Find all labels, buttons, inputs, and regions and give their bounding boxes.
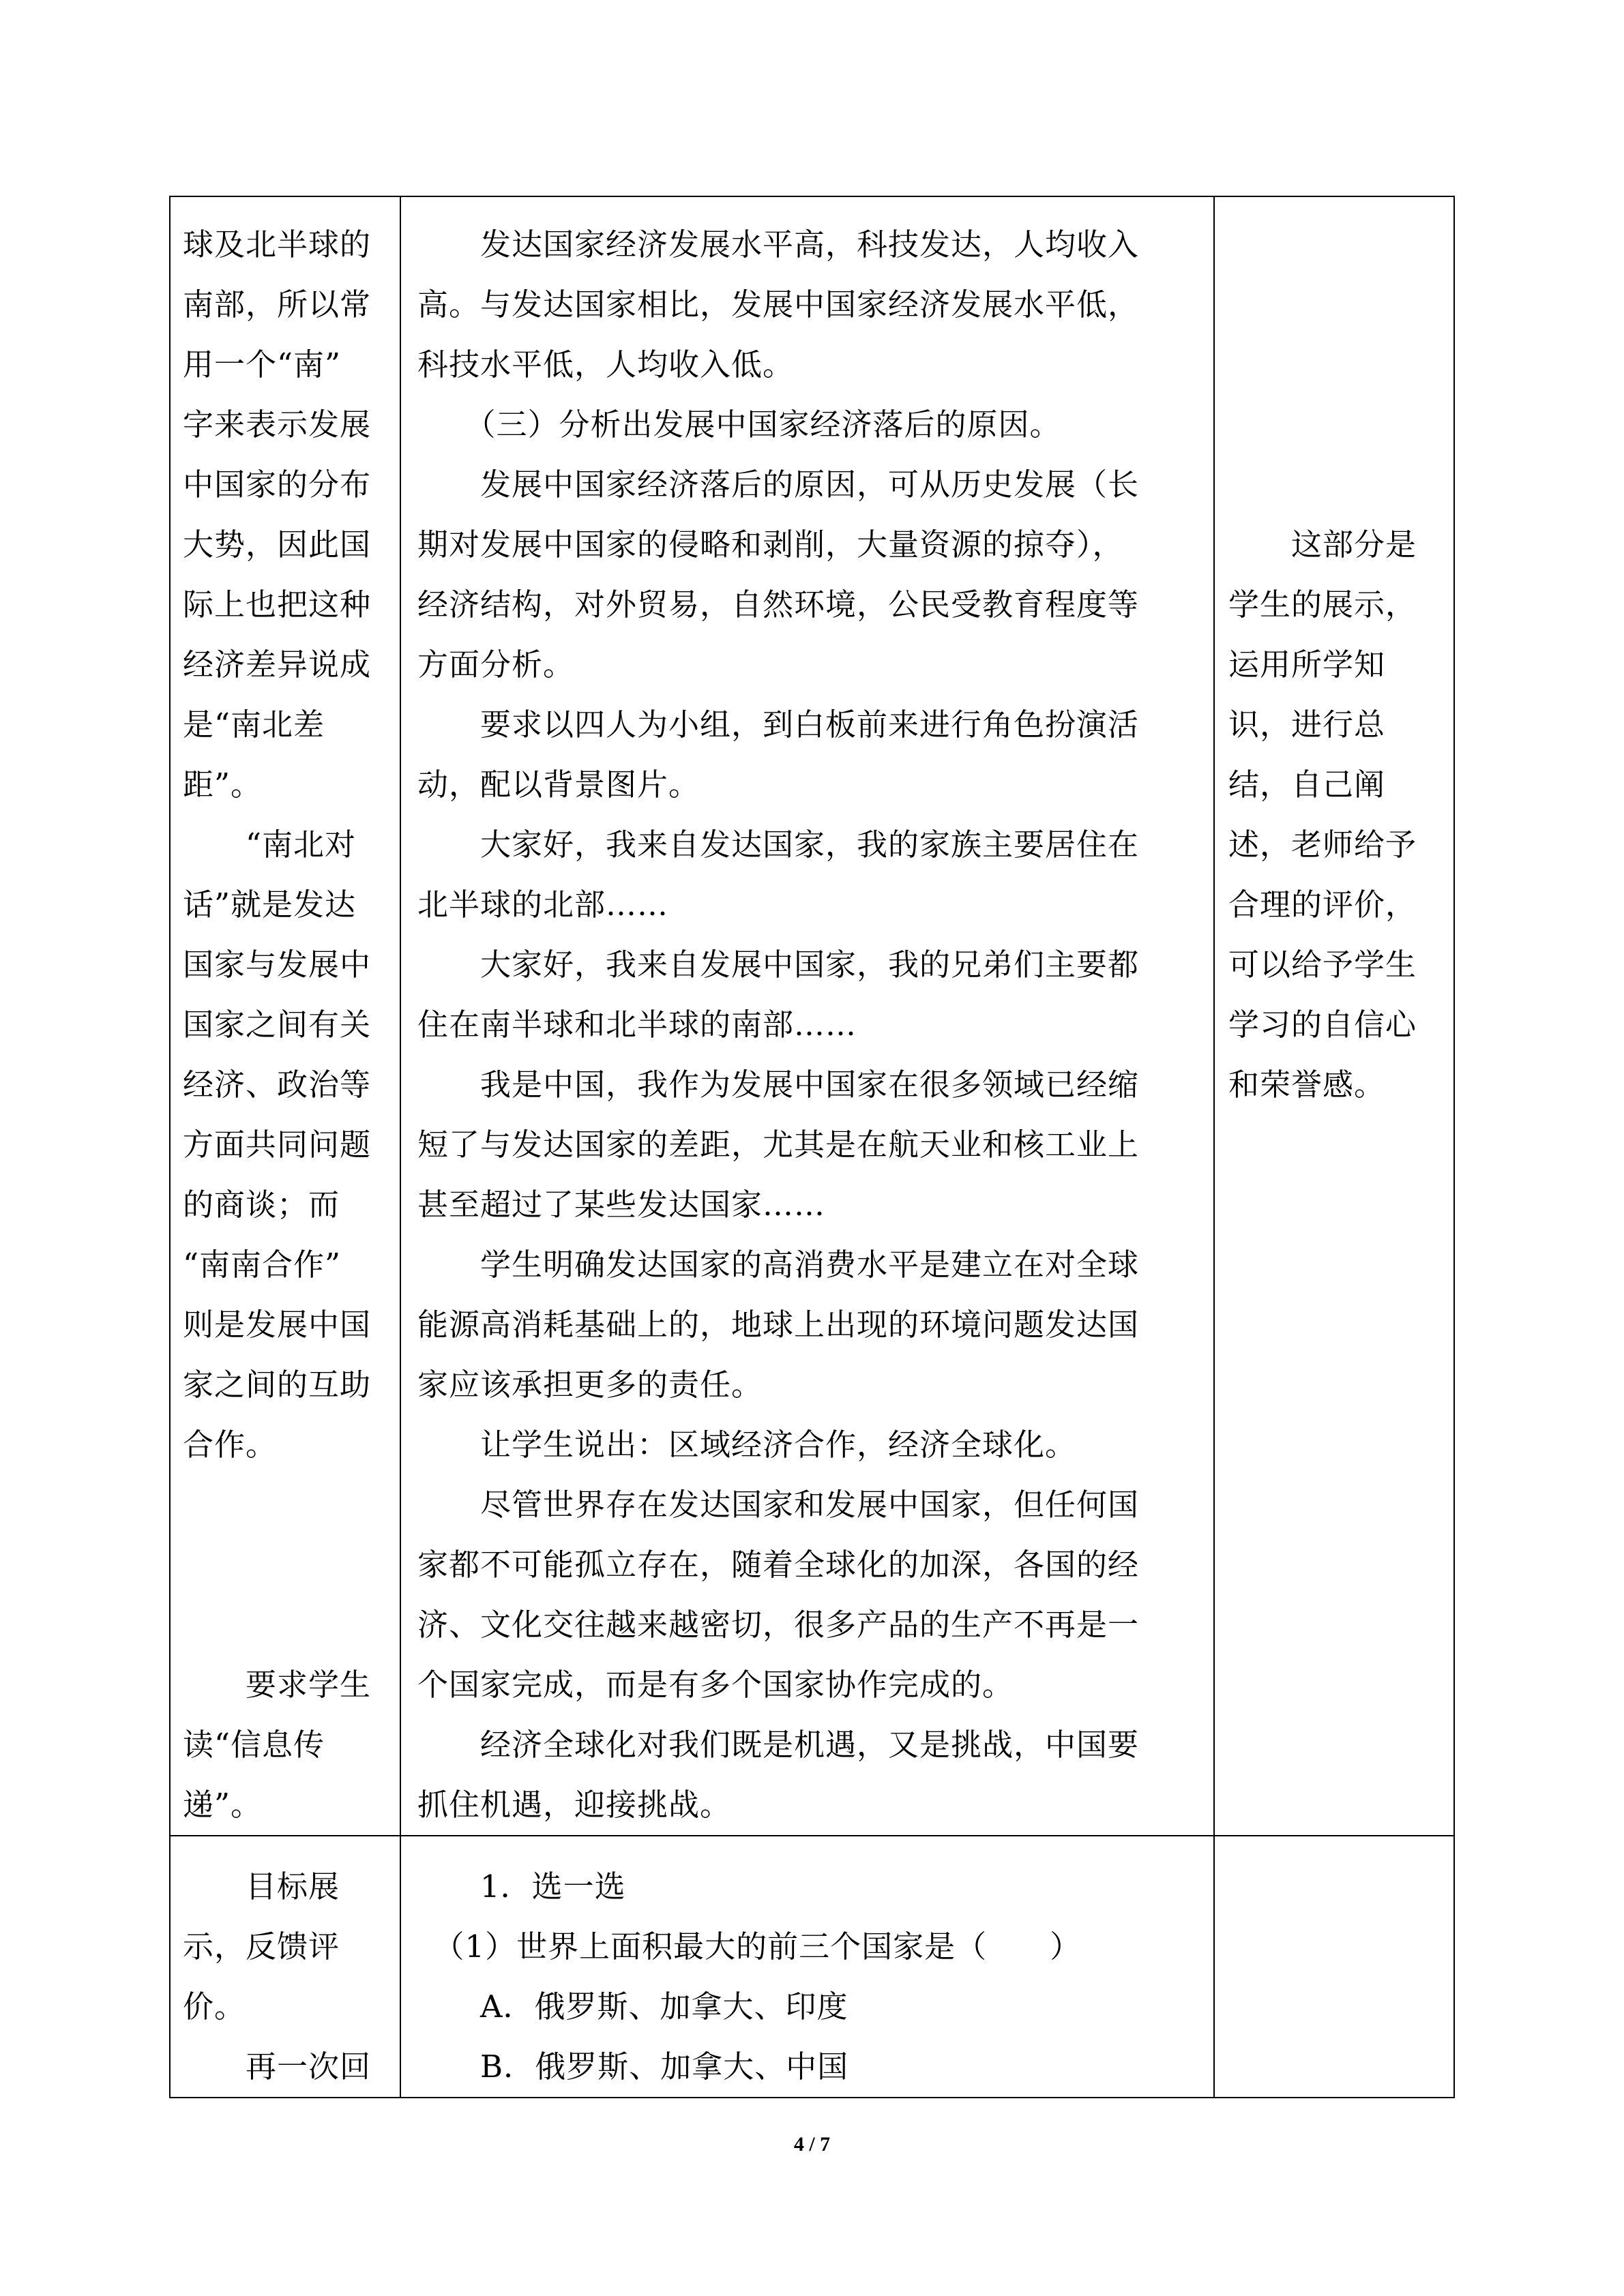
- text-line: 读“信息传: [183, 1727, 325, 1763]
- text-line: 可以给予学生: [1228, 946, 1417, 983]
- text-line: 方面分析。: [417, 646, 575, 683]
- text-line: （1）世界上面积最大的前三个国家是（ ）: [417, 1928, 1082, 1965]
- text-line: 这部分是: [1228, 526, 1417, 563]
- table-row: [170, 196, 1454, 1836]
- teacher-notes-text: [171, 197, 400, 1835]
- text-line: 述，老师给予: [1228, 826, 1417, 863]
- text-line: 国家之间有关: [183, 1007, 372, 1043]
- text-line: 甚至超过了某些发达国家……: [417, 1187, 826, 1223]
- text-line: 能源高消耗基础上的，地球上出现的环境问题发达国: [417, 1307, 1140, 1343]
- text-line: 经济差异说成: [183, 646, 372, 683]
- exercise-text: [401, 1836, 1213, 2097]
- text-line: 经济全球化对我们既是机遇，又是挑战，中国要: [417, 1727, 1140, 1763]
- text-line: 大家好，我来自发达国家，我的家族主要居住在: [417, 826, 1140, 863]
- text-line: 发达国家经济发展水平高，科技发达，人均收入: [417, 226, 1140, 263]
- text-line: 中国家的分布: [183, 466, 372, 503]
- text-line: 字来表示发展: [183, 406, 372, 443]
- text-line: 合作。: [183, 1427, 278, 1463]
- text-line: 经济结构，对外贸易，自然环境，公民受教育程度等: [417, 586, 1140, 623]
- lesson-content-cell: [400, 196, 1214, 1836]
- text-line: 结，自己阐: [1228, 766, 1386, 803]
- text-line: 家都不可能孤立存在，随着全球化的加深，各国的经: [417, 1547, 1140, 1583]
- teacher-notes-cell: [170, 1836, 400, 2098]
- text-line: 是“南北差: [183, 706, 325, 743]
- teacher-notes-cell: [170, 196, 400, 1836]
- text-line: 方面共同问题: [183, 1127, 372, 1163]
- text-line: 识，进行总: [1228, 706, 1386, 743]
- text-line: 的商谈；而: [183, 1187, 340, 1223]
- text-line: 际上也把这种: [183, 586, 372, 623]
- lesson-plan-table: [169, 196, 1455, 2098]
- table-row: [170, 1836, 1454, 2098]
- text-line: 话”就是发达: [183, 886, 357, 923]
- text-line: 家应该承担更多的责任。: [417, 1367, 763, 1403]
- text-line: 运用所学知: [1228, 646, 1386, 683]
- text-line: 尽管世界存在发达国家和发展中国家，但任何国: [417, 1487, 1140, 1523]
- text-line: 球及北半球的: [183, 226, 372, 263]
- spacer: [183, 1475, 400, 1655]
- text-line: 南部，所以常: [183, 286, 372, 323]
- text-line: 用一个“南”: [183, 346, 342, 383]
- text-line: 距”。: [183, 766, 263, 803]
- text-line: 国家与发展中: [183, 946, 372, 983]
- text-line: 则是发展中国: [183, 1307, 372, 1343]
- text-line: A．俄罗斯、加拿大、印度: [417, 1988, 848, 2025]
- text-line: 经济、政治等: [183, 1067, 372, 1103]
- text-line: 北半球的北部……: [417, 886, 669, 923]
- text-line: 价。: [183, 1988, 246, 2025]
- text-line: “南南合作”: [183, 1247, 342, 1283]
- text-line: 高。与发达国家相比，发展中国家经济发展水平低，: [417, 286, 1140, 323]
- page-number: 4 / 7: [793, 2133, 831, 2156]
- text-line: 学生的展示，: [1228, 586, 1417, 623]
- text-line: 要求以四人为小组，到白板前来进行角色扮演活: [417, 706, 1140, 743]
- text-line: 科技水平低，人均收入低。: [417, 346, 795, 383]
- lesson-content-text: [401, 197, 1213, 1835]
- text-line: 1．选一选: [417, 1868, 626, 1905]
- text-line: 抓住机遇，迎接挑战。: [417, 1787, 732, 1823]
- design-intent-cell: [1214, 196, 1454, 1836]
- text-line: 发展中国家经济落后的原因，可从历史发展（长: [417, 466, 1140, 503]
- text-line: 学生明确发达国家的高消费水平是建立在对全球: [417, 1247, 1140, 1283]
- text-line: 示，反馈评: [183, 1928, 340, 1965]
- text-line: 大势，因此国: [183, 526, 372, 563]
- exercise-cell: [400, 1836, 1214, 2098]
- text-line: 家之间的互助: [183, 1367, 372, 1403]
- text-line: 再一次回: [183, 2048, 372, 2085]
- text-line: 递”。: [183, 1787, 263, 1823]
- text-line: 合理的评价，: [1228, 886, 1417, 923]
- text-line: 要求学生: [183, 1667, 372, 1703]
- empty-cell: [1214, 1836, 1454, 2098]
- text-line: 济、文化交往越来越密切，很多产品的生产不再是一: [417, 1607, 1140, 1643]
- text-line: B．俄罗斯、加拿大、中国: [417, 2048, 849, 2085]
- text-line: 短了与发达国家的差距，尤其是在航天业和核工业上: [417, 1127, 1140, 1163]
- text-line: 让学生说出：区域经济合作，经济全球化。: [417, 1427, 1077, 1463]
- text-line: （三）分析出发展中国家经济落后的原因。: [417, 406, 1061, 443]
- teacher-notes-text: [171, 1836, 400, 2097]
- text-line: 我是中国，我作为发展中国家在很多领域已经缩: [417, 1067, 1140, 1103]
- text-line: 住在南半球和北半球的南部……: [417, 1007, 857, 1043]
- text-line: 和荣誉感。: [1228, 1067, 1386, 1103]
- text-line: 期对发展中国家的侵略和剥削，大量资源的掠夺），: [417, 526, 1124, 563]
- text-line: 学习的自信心: [1228, 1007, 1417, 1043]
- text-line: 动，配以背景图片。: [417, 766, 700, 803]
- text-line: “南北对: [183, 826, 357, 863]
- text-line: 目标展: [183, 1868, 340, 1905]
- design-intent-text: [1215, 197, 1453, 1115]
- text-line: 个国家完成，而是有多个国家协作完成的。: [417, 1667, 1014, 1703]
- text-line: 大家好，我来自发展中国家，我的兄弟们主要都: [417, 946, 1140, 983]
